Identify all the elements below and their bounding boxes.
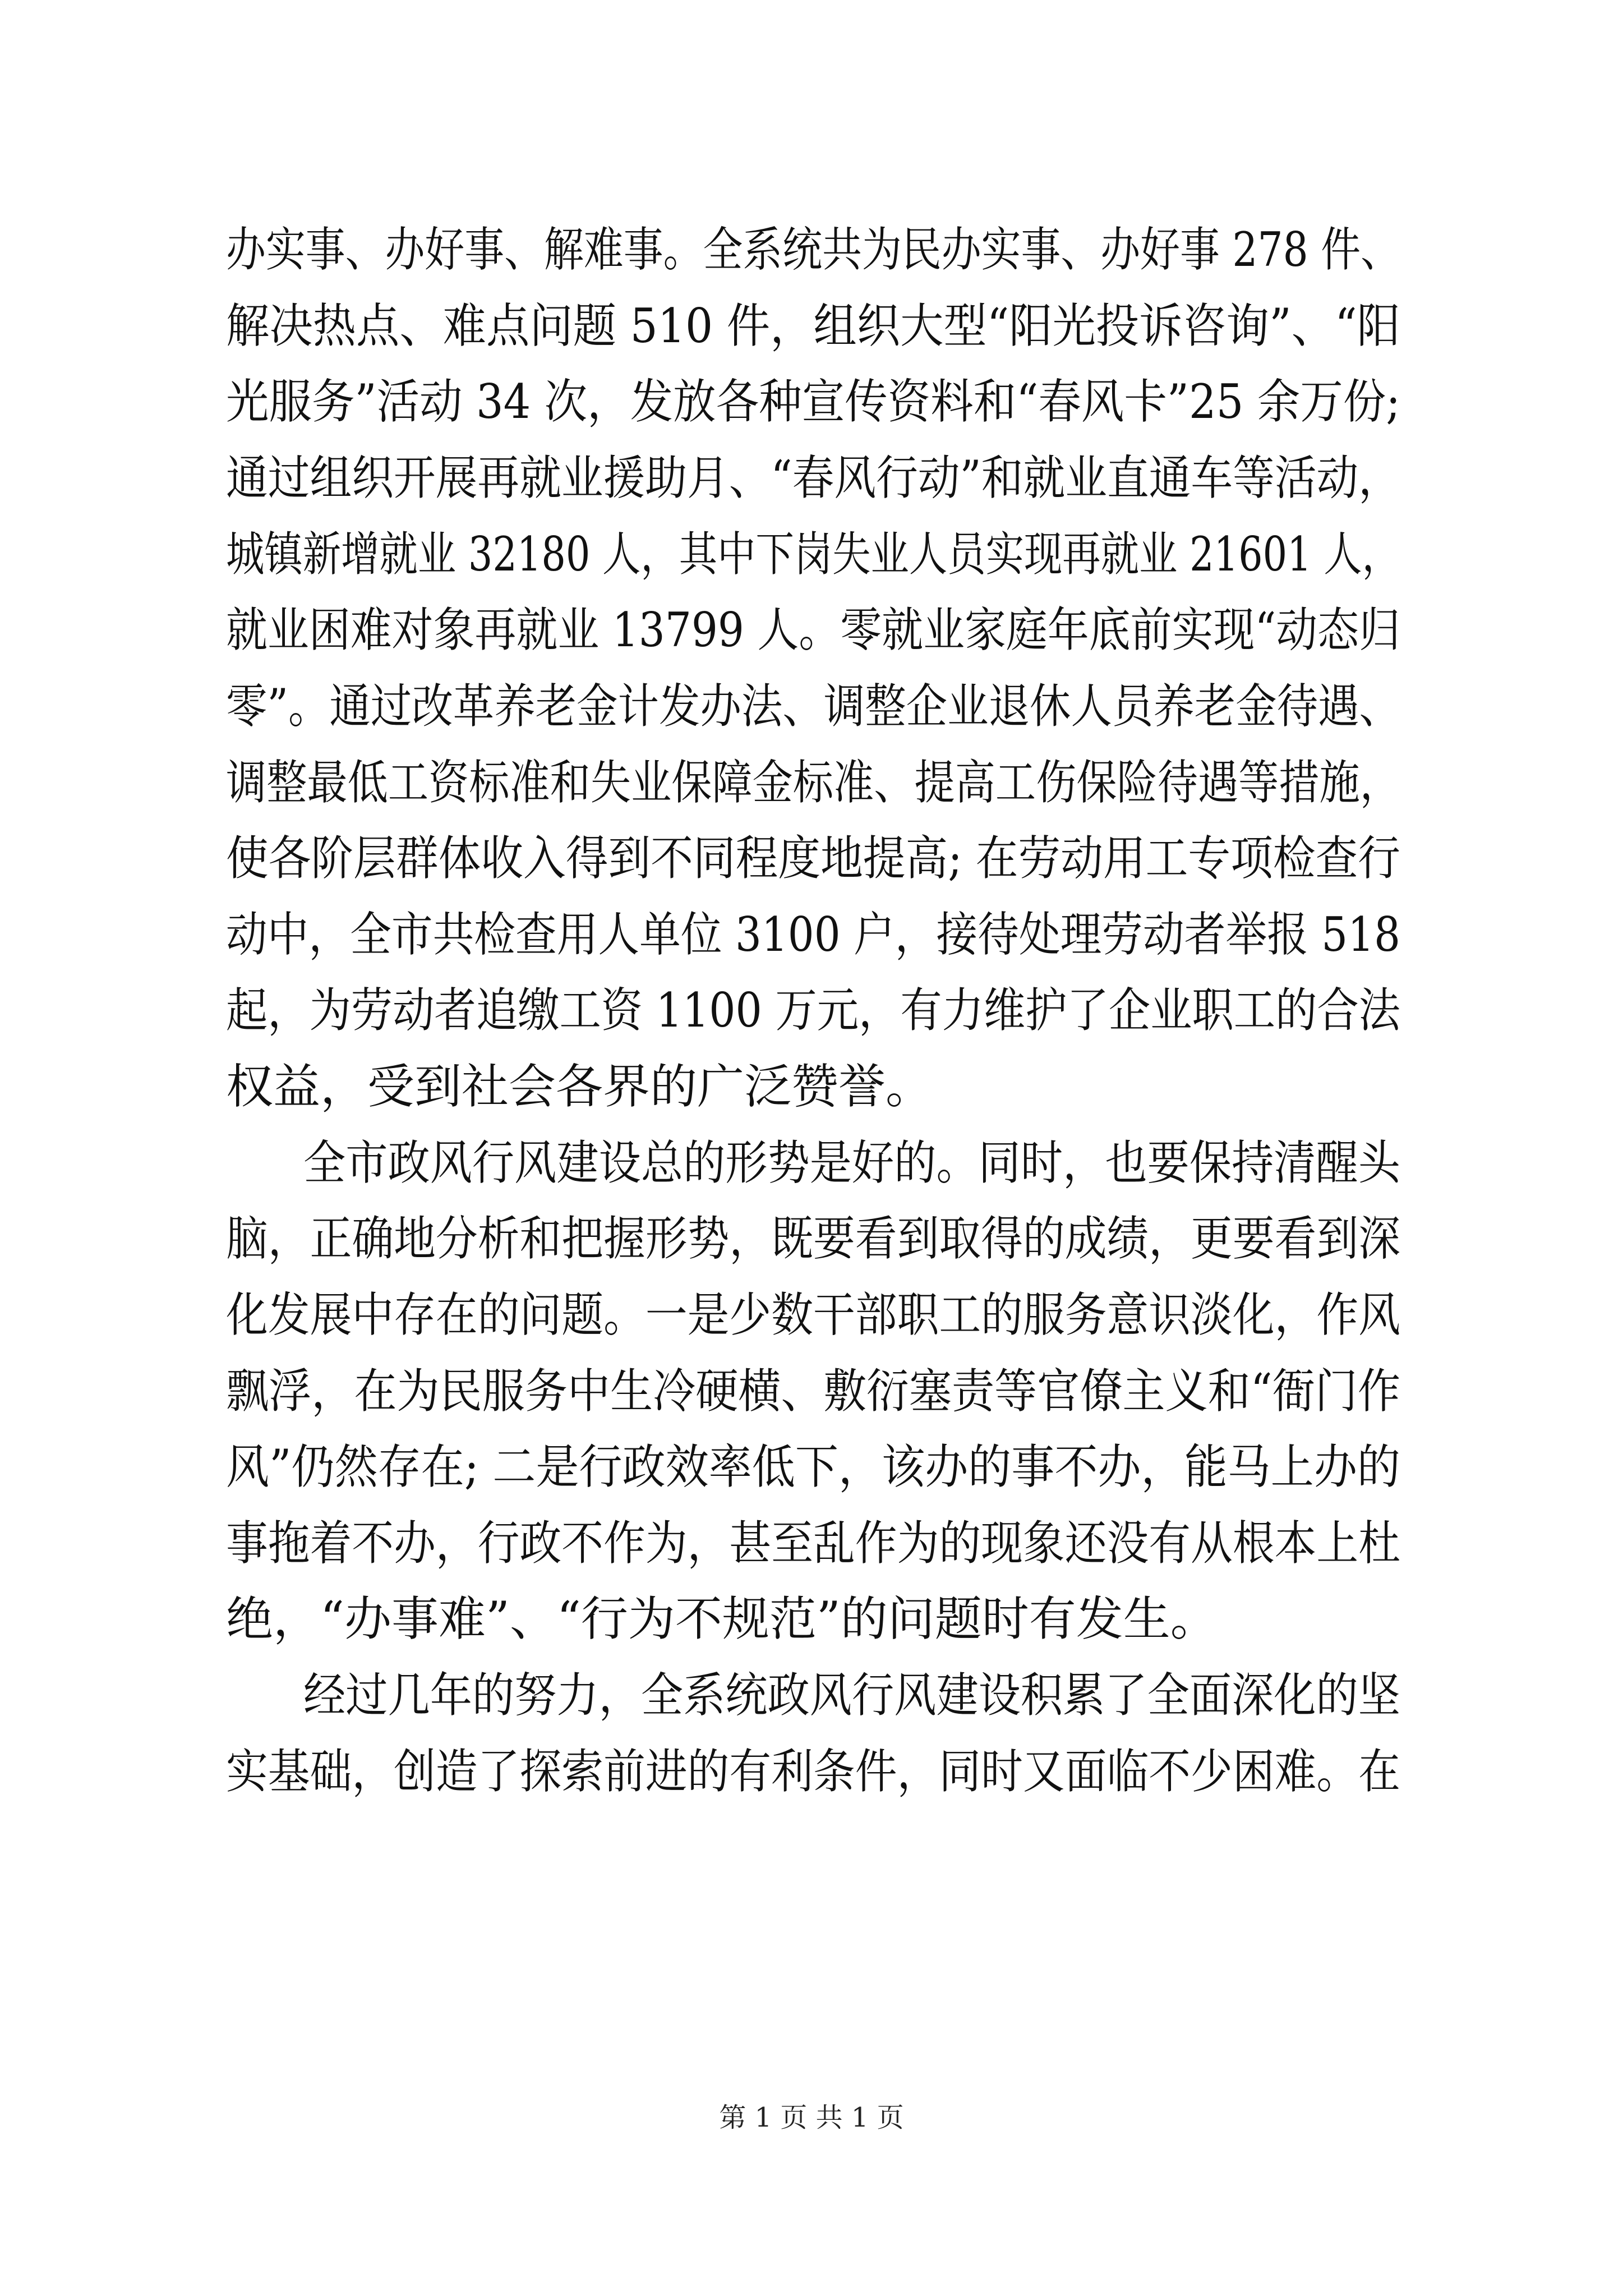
text-line: 通过组织开展再就业援助月、“春风行动”和就业直通车等活动， (226, 450, 1400, 505)
text-line: 动中，全市共检查用人单位 3100 户，接待处理劳动者举报 518 (226, 907, 1400, 962)
text-line: 事拖着不办，行政不作为，甚至乱作为的现象还没有从根本上杜 (226, 1516, 1400, 1571)
text-line: 风”仍然存在; 二是行政效率低下，该办的事不办，能马上办的 (226, 1439, 1400, 1494)
text-line: 起，为劳动者追缴工资 1100 万元，有力维护了企业职工的合法 (226, 983, 1400, 1038)
text-line: 办实事、办好事、解难事。全系统共为民办实事、办好事 278 件、 (226, 222, 1400, 277)
text-line: 城镇新增就业 32180 人，其中下岗失业人员实现再就业 21601 人， (226, 527, 1400, 582)
text-line: 实基础，创造了探索前进的有利条件，同时又面临不少困难。在 (226, 1744, 1400, 1799)
text-line: 解决热点、难点问题 510 件，组织大型“阳光投诉咨询”、“阳 (226, 298, 1400, 353)
text-line: 化发展中存在的问题。一是少数干部职工的服务意识淡化，作风 (226, 1287, 1400, 1342)
text-line: 零”。通过改革养老金计发办法、调整企业退休人员养老金待遇、 (226, 679, 1400, 734)
text-line: 使各阶层群体收入得到不同程度地提高; 在劳动用工专项检查行 (226, 831, 1400, 886)
text-line: 光服务”活动 34 次，发放各种宣传资料和“春风卡”25 余万份; (226, 374, 1400, 429)
page-footer: 第 1 页 共 1 页 (719, 2102, 904, 2133)
text-line: 脑，正确地分析和把握形势，既要看到取得的成绩，更要看到深 (226, 1211, 1400, 1266)
text-line: 飘浮，在为民服务中生冷硬横、敷衍塞责等官僚主义和“衙门作 (226, 1364, 1400, 1419)
text-line: 调整最低工资标准和失业保障金标准、提高工伤保险待遇等措施， (226, 755, 1400, 810)
text-line: 就业困难对象再就业 13799 人。零就业家庭年底前实现“动态归 (226, 602, 1400, 657)
text-line: 绝，“办事难”、“行为不规范”的问题时有发生。 (226, 1591, 1218, 1646)
text-line: 经过几年的努力，全系统政风行风建设积累了全面深化的坚 (303, 1668, 1400, 1723)
text-line: 全市政风行风建设总的形势是好的。同时，也要保持清醒头 (303, 1135, 1400, 1190)
text-line: 权益，受到社会各界的广泛赞誉。 (226, 1059, 933, 1114)
